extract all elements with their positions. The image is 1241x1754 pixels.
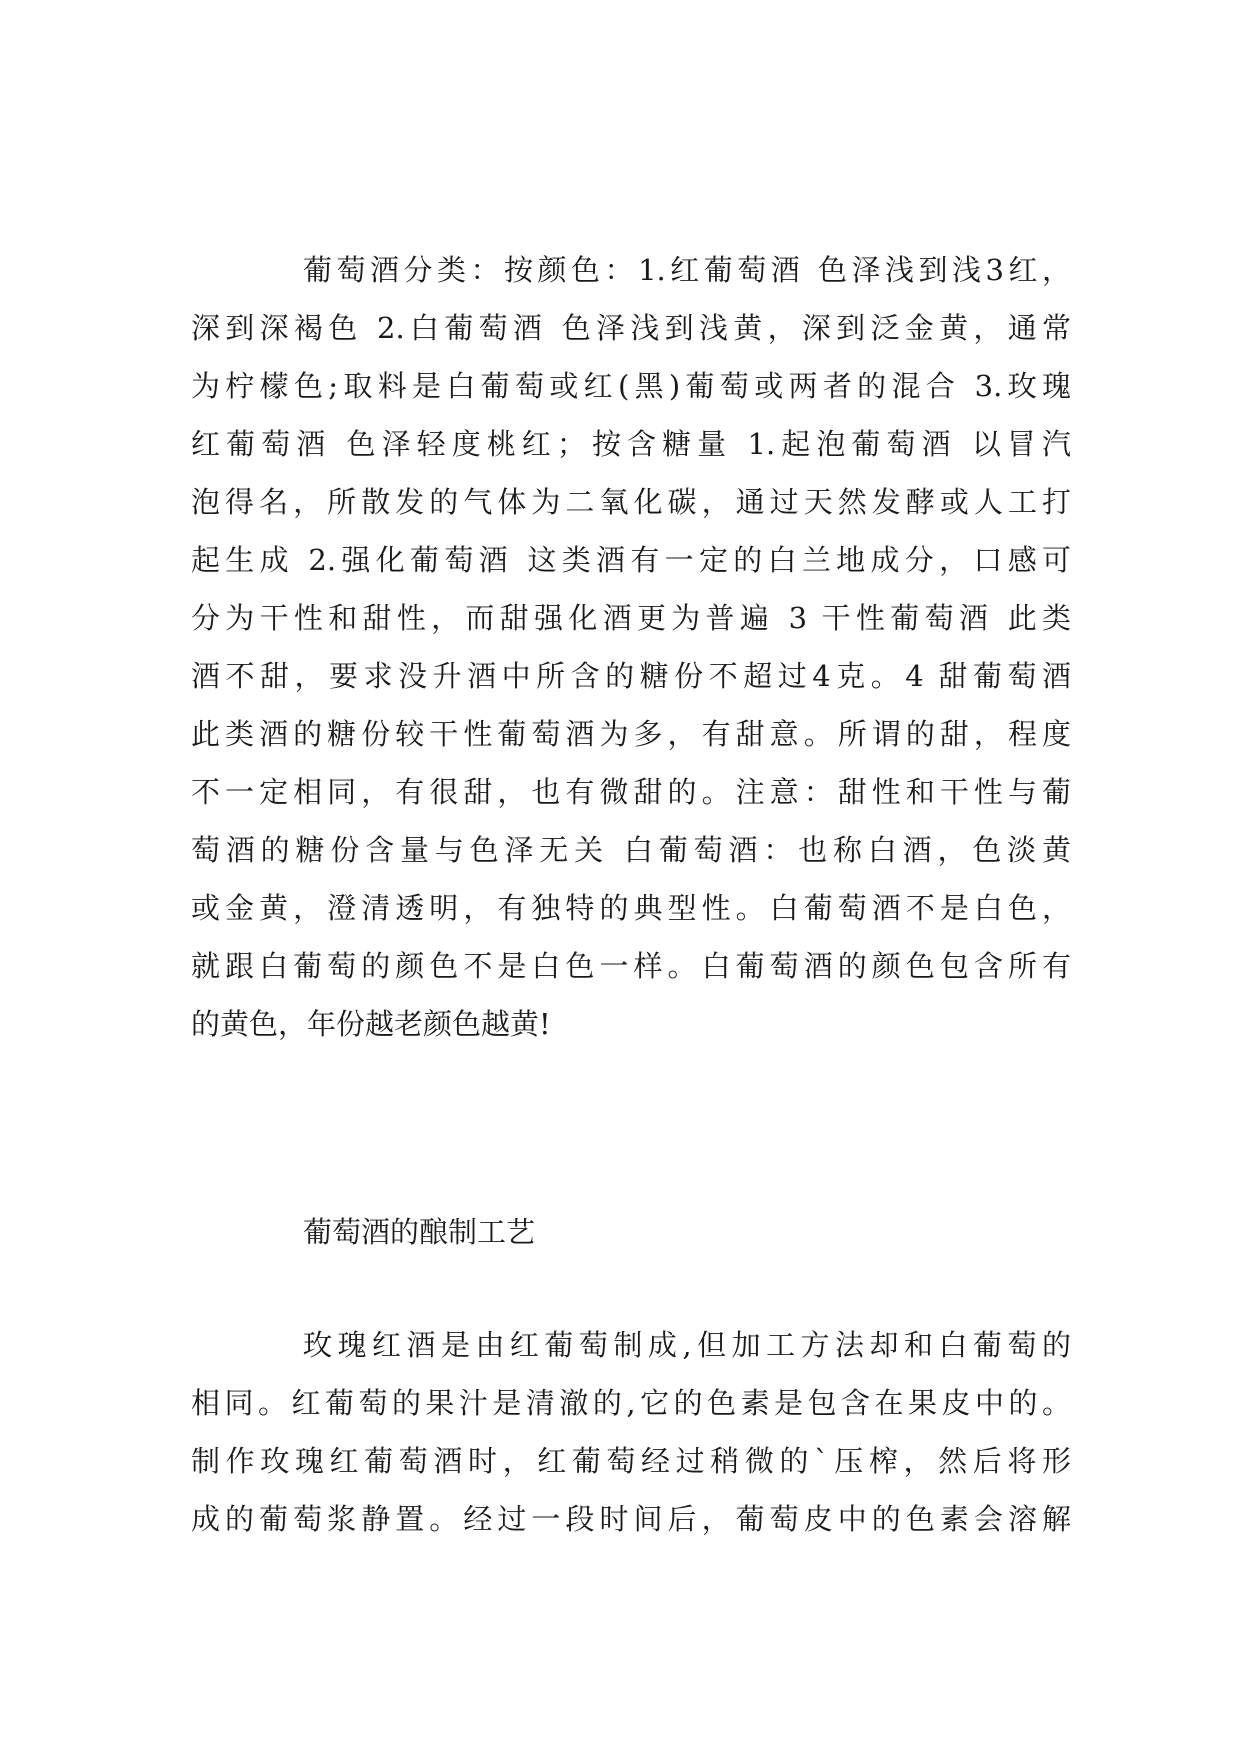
paragraph-line: 萄酒的糖份含量与色泽无关 白葡萄酒：也称白酒，色淡黄: [191, 833, 1071, 867]
paragraph-line: 葡萄酒分类：按颜色：1.红葡萄酒 色泽浅到浅3红，: [303, 253, 1071, 287]
section-heading: 葡萄酒的酿制工艺: [303, 1215, 536, 1249]
paragraph-line: 为柠檬色;取料是白葡萄或红(黑)葡萄或两者的混合 3.玫瑰: [191, 369, 1071, 403]
paragraph-line: 相同。红葡萄的果汁是清澈的,它的色素是包含在果皮中的。: [191, 1386, 1071, 1420]
paragraph-line: 玫瑰红酒是由红葡萄制成,但加工方法却和白葡萄的: [303, 1328, 1071, 1362]
paragraph-line: 分为干性和甜性，而甜强化酒更为普遍 3 干性葡萄酒 此类: [191, 601, 1071, 635]
paragraph-line: 泡得名，所散发的气体为二氧化碳，通过天然发酵或人工打: [191, 485, 1071, 519]
paragraph-line: 不一定相同，有很甜，也有微甜的。注意：甜性和干性与葡: [191, 775, 1071, 809]
paragraph-line: 深到深褐色 2.白葡萄酒 色泽浅到浅黄，深到泛金黄，通常: [191, 311, 1071, 345]
paragraph-line: 的黄色，年份越老颜色越黄!: [191, 1007, 551, 1041]
paragraph-line: 酒不甜，要求没升酒中所含的糖份不超过4克。4 甜葡萄酒: [191, 659, 1071, 693]
paragraph-line: 就跟白葡萄的颜色不是白色一样。白葡萄酒的颜色包含所有: [191, 949, 1071, 983]
paragraph-line: 制作玫瑰红葡萄酒时，红葡萄经过稍微的`压榨，然后将形: [191, 1444, 1071, 1478]
paragraph-line: 此类酒的糖份较干性葡萄酒为多，有甜意。所谓的甜，程度: [191, 717, 1071, 751]
paragraph-line: 或金黄，澄清透明，有独特的典型性。白葡萄酒不是白色，: [191, 891, 1071, 925]
paragraph-line: 成的葡萄浆静置。经过一段时间后，葡萄皮中的色素会溶解: [191, 1502, 1071, 1536]
paragraph-line: 起生成 2.强化葡萄酒 这类酒有一定的白兰地成分，口感可: [191, 543, 1071, 577]
paragraph-line: 红葡萄酒 色泽轻度桃红；按含糖量 1.起泡葡萄酒 以冒汽: [191, 427, 1071, 461]
